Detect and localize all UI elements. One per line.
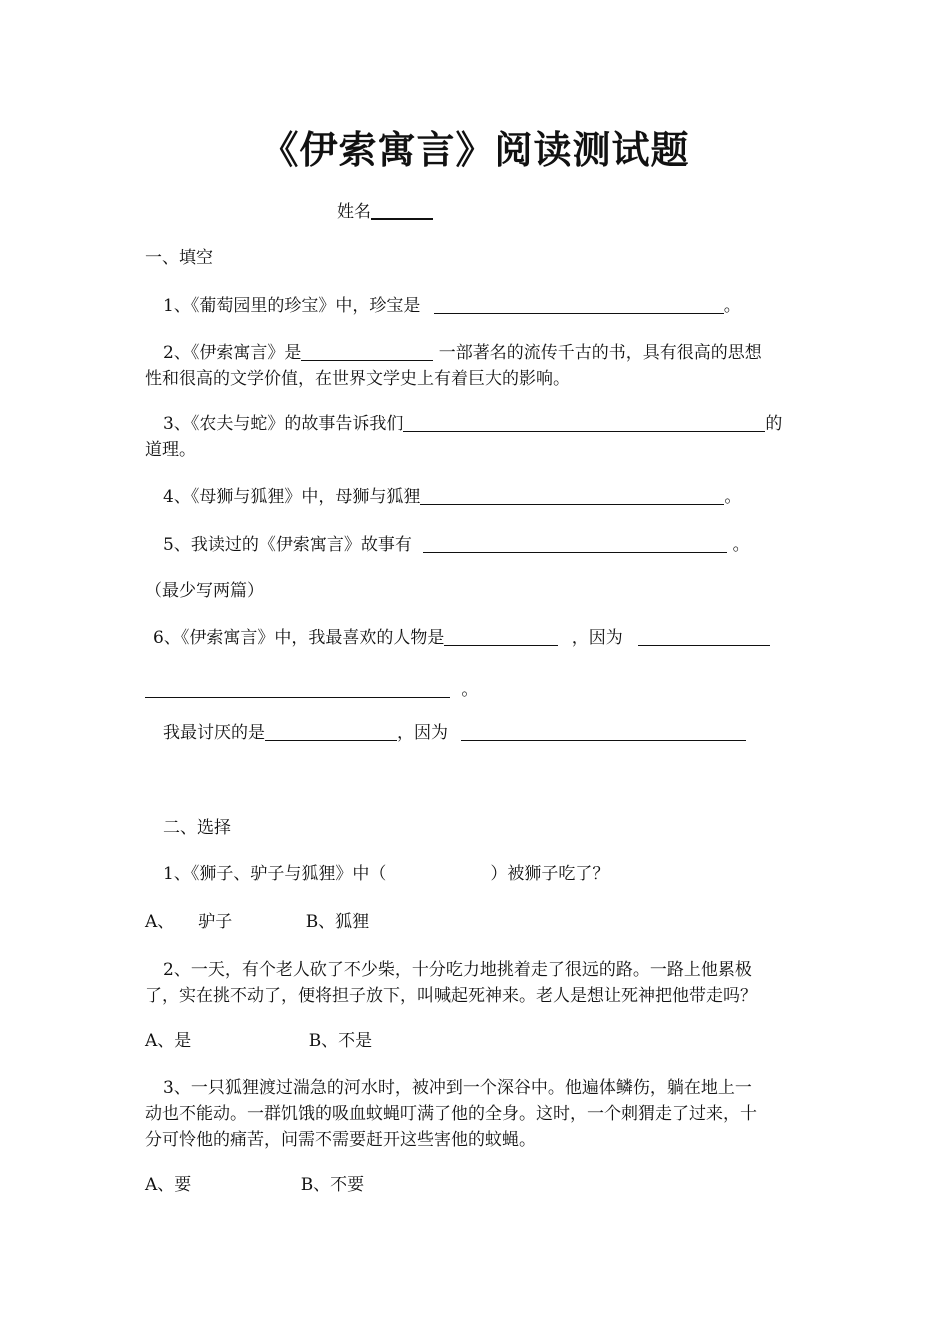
question-text: ，因为: [397, 723, 448, 743]
fill-question-1: [163, 293, 741, 319]
name-label: 姓名: [337, 202, 371, 222]
answer-blank[interactable]: [638, 627, 770, 646]
answer-blank[interactable]: [145, 679, 450, 698]
question-end: 。: [732, 535, 750, 555]
fill-question-2-line2: 性和很高的文学价值，在世界文学史上有着巨大的影响。: [145, 369, 570, 389]
answer-blank[interactable]: [403, 413, 765, 432]
fill-question-2: [163, 340, 762, 366]
fill-question-4: [163, 484, 741, 510]
fill-question-5: [163, 532, 750, 558]
answer-blank[interactable]: [423, 534, 727, 553]
question-text: 的: [765, 414, 783, 434]
question-text: 一部著名的流传千古的书，具有很高的思想: [438, 343, 762, 363]
section2-heading: 二、选择: [163, 818, 231, 838]
fill-question-3: [163, 411, 782, 437]
answer-blank[interactable]: [434, 295, 724, 314]
option-b[interactable]: B、狐狸: [305, 912, 370, 932]
option-a[interactable]: A、 驴子: [145, 912, 233, 932]
answer-blank[interactable]: [265, 722, 397, 741]
answer-blank[interactable]: [444, 627, 558, 646]
option-a[interactable]: A、是: [145, 1031, 192, 1051]
question-end: 。: [724, 487, 742, 507]
question-text: 我最讨厌的是: [163, 723, 265, 743]
question-end: 。: [723, 296, 741, 316]
question-text: 6、《伊索寓言》中，我最喜欢的人物是: [153, 628, 445, 648]
fill-note: （最少写两篇）: [145, 581, 264, 601]
fill-question-6: [153, 625, 770, 651]
option-b[interactable]: B、不是: [308, 1031, 373, 1051]
answer-blank[interactable]: [301, 342, 433, 361]
choice-question-2-options: [145, 1028, 372, 1054]
question-end: 。: [461, 680, 479, 700]
choice-question-3-options: [145, 1172, 364, 1198]
question-text: 4、《母狮与狐狸》中，母狮与狐狸: [163, 487, 421, 507]
question-text: 3、《农夫与蛇》的故事告诉我们: [163, 414, 404, 434]
option-b[interactable]: B、不要: [300, 1175, 365, 1195]
choice-question-1: [163, 861, 609, 887]
answer-blank[interactable]: [420, 486, 724, 505]
name-field: [337, 199, 433, 225]
page-title: 《伊索寓言》阅读测试题: [260, 127, 690, 172]
question-text: 1、《葡萄园里的珍宝》中，珍宝是: [163, 296, 421, 316]
question-text: 5、我读过的《伊索寓言》故事有: [163, 535, 412, 555]
question-text: ，因为: [571, 628, 623, 648]
choice-question-3-line3: 分可怜他的痛苦，问需不需要赶开这些害他的蚊蝇。: [145, 1130, 536, 1150]
answer-blank[interactable]: [461, 722, 746, 741]
fill-question-6-line2: [145, 677, 478, 703]
question-text: 1、《狮子、驴子与狐狸》中（: [163, 864, 387, 884]
choice-question-2-line1: 2、一天，有个老人砍了不少柴，十分吃力地挑着走了很远的路。一路上他累极: [163, 960, 752, 980]
option-a[interactable]: A、要: [145, 1175, 192, 1195]
fill-question-3-line2: 道理。: [145, 440, 196, 460]
choice-question-3-line2: 动也不能动。一群饥饿的吸血蚊蝇叮满了他的全身。这时，一个刺猬走了过来，十: [145, 1104, 757, 1124]
section1-heading: 一、填空: [145, 248, 213, 268]
question-text: 2、《伊索寓言》是: [163, 343, 302, 363]
choice-question-3-line1: 3、一只狐狸渡过湍急的河水时，被冲到一个深谷中。他遍体鳞伤，躺在地上一: [163, 1078, 752, 1098]
choice-question-1-options: [145, 909, 369, 935]
choice-question-2-line2: 了，实在挑不动了，便将担子放下，叫喊起死神来。老人是想让死神把他带走吗？: [145, 986, 757, 1006]
name-blank[interactable]: [371, 200, 433, 220]
fill-question-7: [163, 720, 746, 746]
question-text: ）被狮子吃了？: [490, 864, 610, 884]
